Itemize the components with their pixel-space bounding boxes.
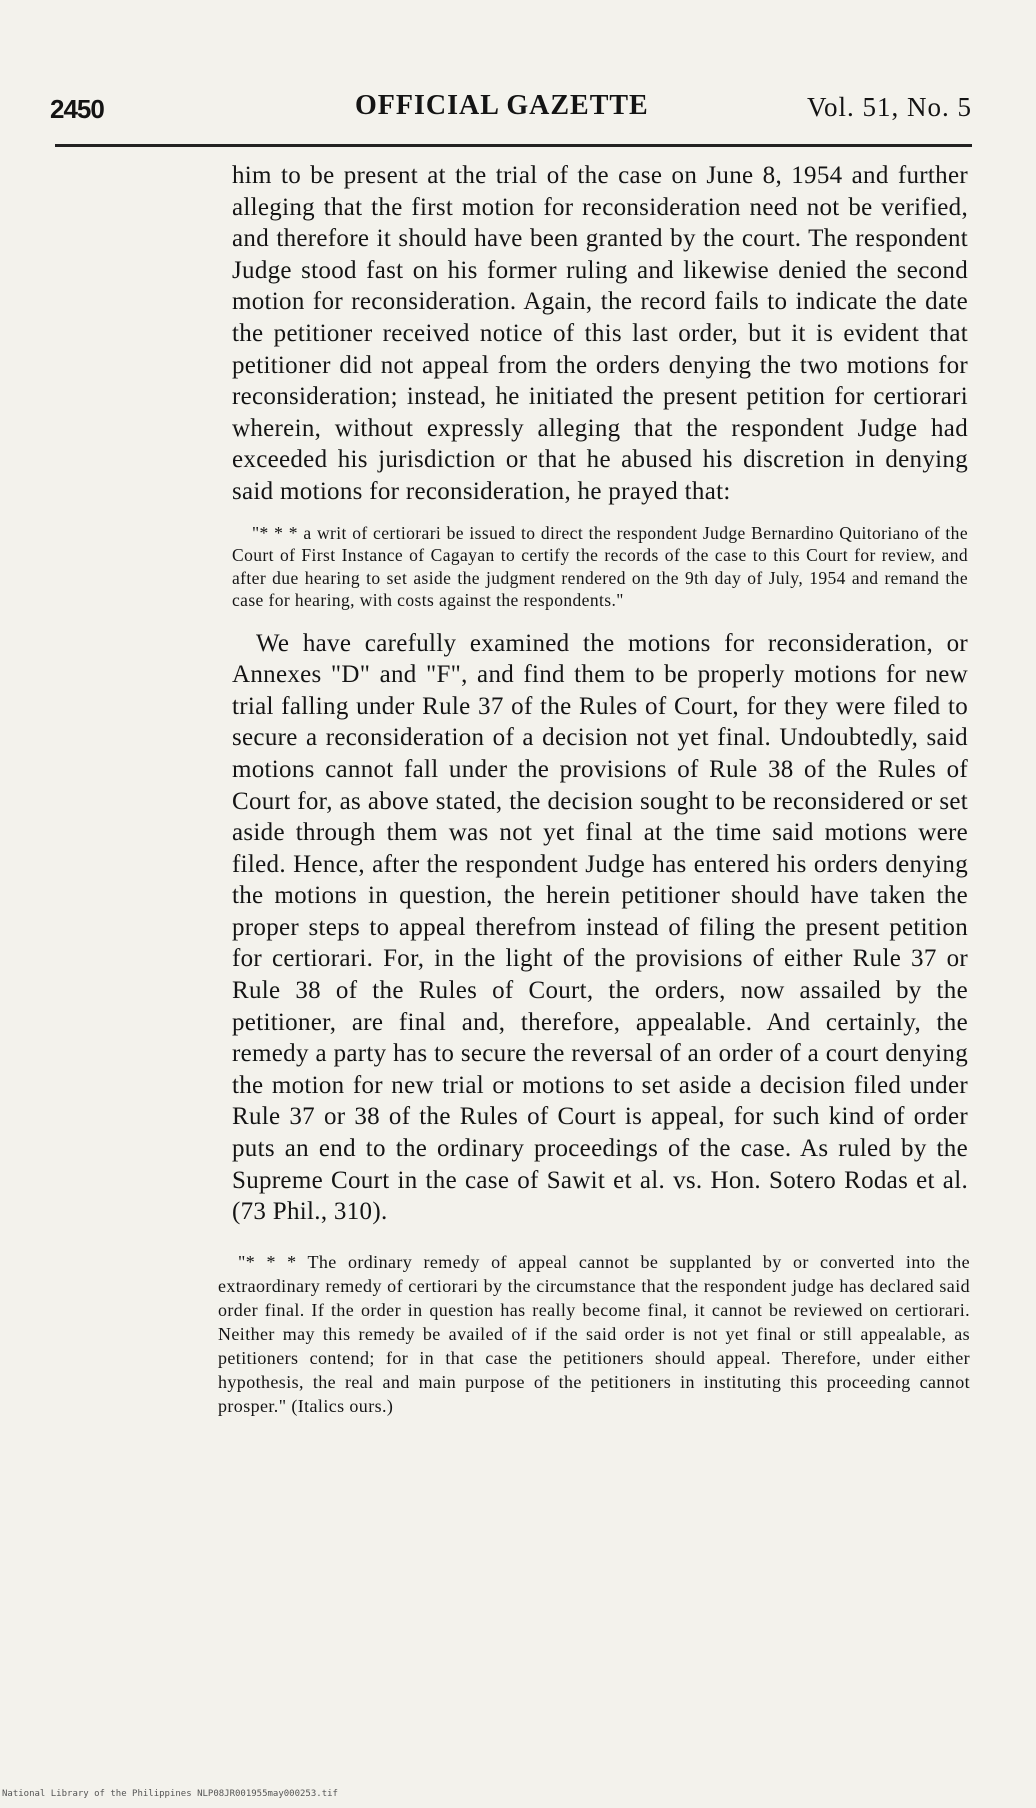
volume-number: Vol. 51, No. 5 [806,92,972,122]
scan-source-footer: National Library of the Philippines NLP08JR001955may000253.tif [2,1789,338,1799]
page-body [218,160,970,1418]
body-paragraph-1: him to be present at the trial of the case on June 8, 1954 and further alleging that the first motion for reconsideration need not be verified, and therefore it should have been granted by the court. The respondent Judge stood fast on his former ruling and likewise denied the second motion for reconsideration. Again, the record fails to indicate the date the petitioner received notice of this last order, but it is evident that petitioner did not appeal from the orders denying the two motions for reconsideration; instead, he initiated the present petition for certiorari wherein, without expressly alleging that the respondent Judge had exceeded his jurisdiction or that he abused his discretion in denying said motions for reconsideration, he prayed that: [232,162,968,505]
page-header [50,88,972,128]
body-paragraph-2: We have carefully examined the motions for reconsideration, or Annexes "D" and "F", and find them to be properly motions for new trial falling under Rule 37 of the Rules of Court, for they were filed to secure a reconsideration of a decision not yet final. Undoubtedly, said motions cannot fall under the provisions of Rule 38 of the Rules of Court for, as above stated, the decision sought to be reconsidered or set aside through them was not yet final at the time said motions were filed. Hence, after the respondent Judge has entered his orders denying the motions in question, the herein petitioner should have taken the proper steps to appeal therefrom instead of filing the present petition for certiorari. For, in the light of the provisions of either Rule 37 or Rule 38 of the Rules of Court, the orders, now assailed by the petitioner, are final and, therefore, appealable. And certainly, the remedy a party has to secure the reversal of an order of a court denying the motion for new trial or motions to set aside a decision filed under Rule 37 or 38 of the Rules of Court is appeal, for such kind of order puts an end to the ordinary proceedings of the case. As ruled by the Supreme Court in the case of Sawit et al. vs. Hon. Sotero Rodas et al. (73 Phil., 310). [232,629,968,1226]
block-quote-1: "* * * a writ of certiorari be issued to direct the respondent Judge Bernardino Quitoriano of the Court of First Instance of Cagayan to certify the records of the case to this Court for review, and after due hearing to set aside the judgment rendered on the 9th day of July, 1954 and remand the case for hearing, with costs against the respondents." [232,522,968,611]
publication-title: OFFICIAL GAZETTE [355,90,649,121]
page-number: 2450 [50,94,104,124]
block-quote-2: "* * * The ordinary remedy of appeal cannot be supplanted by or converted into the extraordinary remedy of certiorari by the circumstance that the respondent judge has declared said order final. If the order in question has really become final, it cannot be reviewed on certiorari. Neither may this remedy be availed of if the said order is not yet final or still appealable, as petitioners contend; for in that case the petitioners should appeal. Therefore, under either hypothesis, the real and main purpose of the petitioners in instituting this proceeding cannot prosper." (Italics ours.) [218,1251,970,1416]
header-rule [55,144,972,147]
